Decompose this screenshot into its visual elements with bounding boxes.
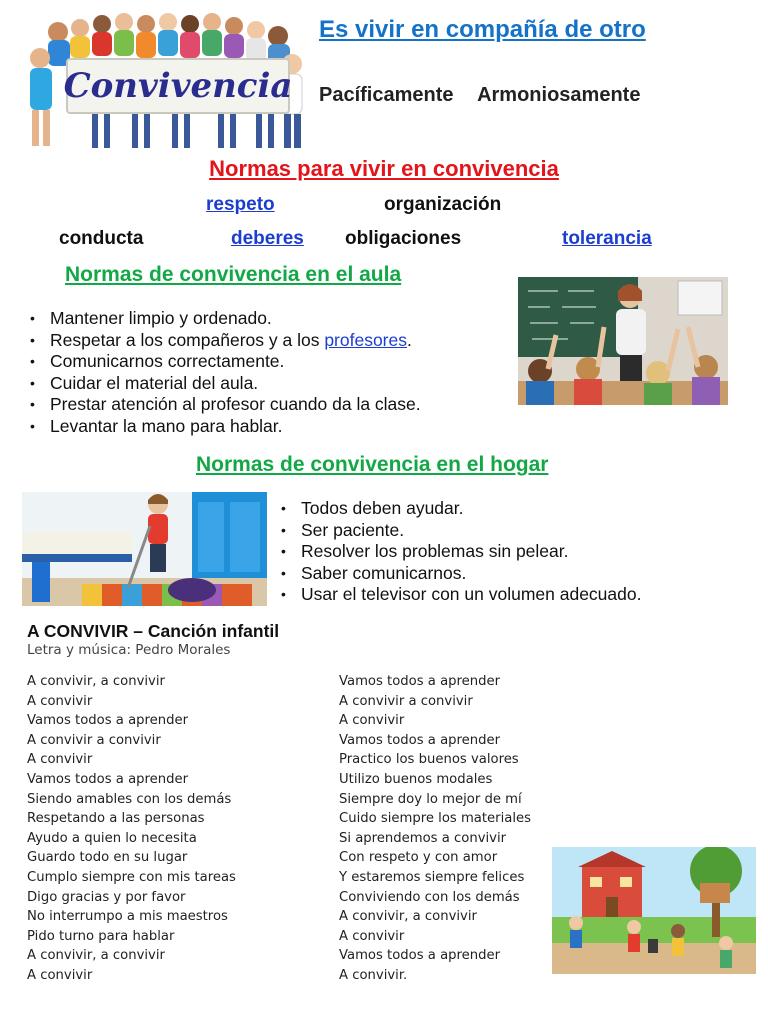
song-title: A CONVIVIR – Canción infantil: [27, 621, 280, 641]
lyric-line: Pido turno para hablar: [27, 928, 175, 944]
lyric-line: No interrumpo a mis maestros: [27, 909, 228, 925]
list-item: • Ser paciente.: [279, 520, 641, 542]
convivencia-sign: Convivencia: [66, 58, 290, 114]
song-credit: Letra y música: Pedro Morales: [27, 642, 231, 658]
keyword-tolerancia-link[interactable]: tolerancia: [562, 228, 652, 249]
lyric-line: Vamos todos a aprender: [339, 674, 501, 689]
list-item: • Saber comunicarnos.: [279, 563, 641, 585]
lyric-line: Ayudo a quien lo necesita: [27, 830, 197, 846]
lyric-line: Siendo amables con los demás: [27, 791, 232, 807]
lyric-line: Digo gracias y por favor: [27, 889, 186, 905]
lyric-line: Respetando a las personas: [27, 811, 205, 827]
classroom-photo: [518, 277, 728, 405]
profesores-link[interactable]: profesores: [324, 329, 407, 350]
lyric-line: Vamos todos a aprender: [339, 732, 501, 748]
keyword-respeto-link[interactable]: respeto: [206, 194, 275, 215]
lyric-line: A convivir a convivir: [339, 693, 473, 709]
lyric-line: Cuido siempre los materiales: [339, 811, 531, 827]
lyric-line: Si aprendemos a convivir: [339, 830, 507, 846]
list-item: • Resolver los problemas sin pelear.: [279, 541, 641, 563]
lyric-line: A convivir, a convivir: [339, 909, 477, 925]
list-item: • Prestar atención al profesor cuando da la clase.: [28, 394, 421, 416]
lyrics-column-1: [27, 672, 236, 986]
keyword-organizacion: organización: [384, 194, 502, 215]
lyric-line: Cumplo siempre con mis tareas: [27, 869, 236, 885]
keyword-conducta: conducta: [59, 228, 144, 249]
child-vacuuming-photo: [22, 492, 267, 606]
lyric-line: A convivir, a convivir: [27, 674, 165, 689]
lyric-line: Vamos todos a aprender: [27, 713, 189, 729]
keyword-obligaciones: obligaciones: [345, 228, 462, 249]
header-image-convivencia-crowd: [22, 10, 304, 150]
lyric-line: A convivir: [27, 752, 93, 768]
lyric-line: Practico los buenos valores: [339, 752, 519, 768]
title-words: [319, 84, 640, 107]
lyric-line: Vamos todos a aprender: [27, 771, 189, 787]
lyric-line: Siempre doy lo mejor de mí: [339, 791, 522, 807]
word-pacificamente: Pacíficamente: [319, 84, 454, 106]
lyric-line: Guardo todo en su lugar: [27, 850, 188, 866]
word-armoniosamente: Armoniosamente: [477, 84, 641, 106]
lyric-line: A convivir: [339, 713, 405, 729]
lyric-line: Conviviendo con los demás: [339, 889, 520, 905]
aula-section-title: Normas de convivencia en el aula: [65, 263, 402, 286]
school-kids-cartoon: [552, 847, 756, 974]
list-item: • Usar el televisor con un volumen adecuado.: [279, 584, 641, 606]
lyric-line: A convivir: [27, 967, 93, 983]
list-item: • Comunicarnos correctamente.: [28, 351, 421, 373]
hogar-section-title: Normas de convivencia en el hogar: [196, 453, 549, 476]
lyric-line: A convivir, a convivir: [27, 948, 165, 964]
norms-title: Normas para vivir en convivencia: [209, 156, 559, 181]
list-item: • Mantener limpio y ordenado.: [28, 308, 421, 330]
lyric-line: Vamos todos a aprender: [339, 948, 501, 964]
lyric-line: Y estaremos siempre felices: [339, 869, 525, 885]
lyric-line: A convivir: [339, 928, 405, 944]
list-item: • Levantar la mano para hablar.: [28, 416, 421, 438]
lyrics-column-2: [339, 672, 531, 986]
list-item: • Cuidar el material del aula.: [28, 373, 421, 395]
keyword-deberes-link[interactable]: deberes: [231, 228, 304, 249]
list-item: • Todos deben ayudar.: [279, 498, 641, 520]
lyric-line: A convivir a convivir: [27, 732, 161, 748]
aula-rules-list: [28, 308, 421, 437]
lyric-line: A convivir: [27, 693, 93, 709]
lyric-line: A convivir.: [339, 967, 408, 983]
page-title: Es vivir en compañía de otro: [319, 16, 646, 43]
hogar-rules-list: [279, 498, 641, 606]
list-item: • Respetar a los compañeros y a los profesores.: [28, 330, 421, 352]
lyric-line: Utilizo buenos modales: [339, 771, 493, 787]
lyric-line: Con respeto y con amor: [339, 850, 498, 866]
